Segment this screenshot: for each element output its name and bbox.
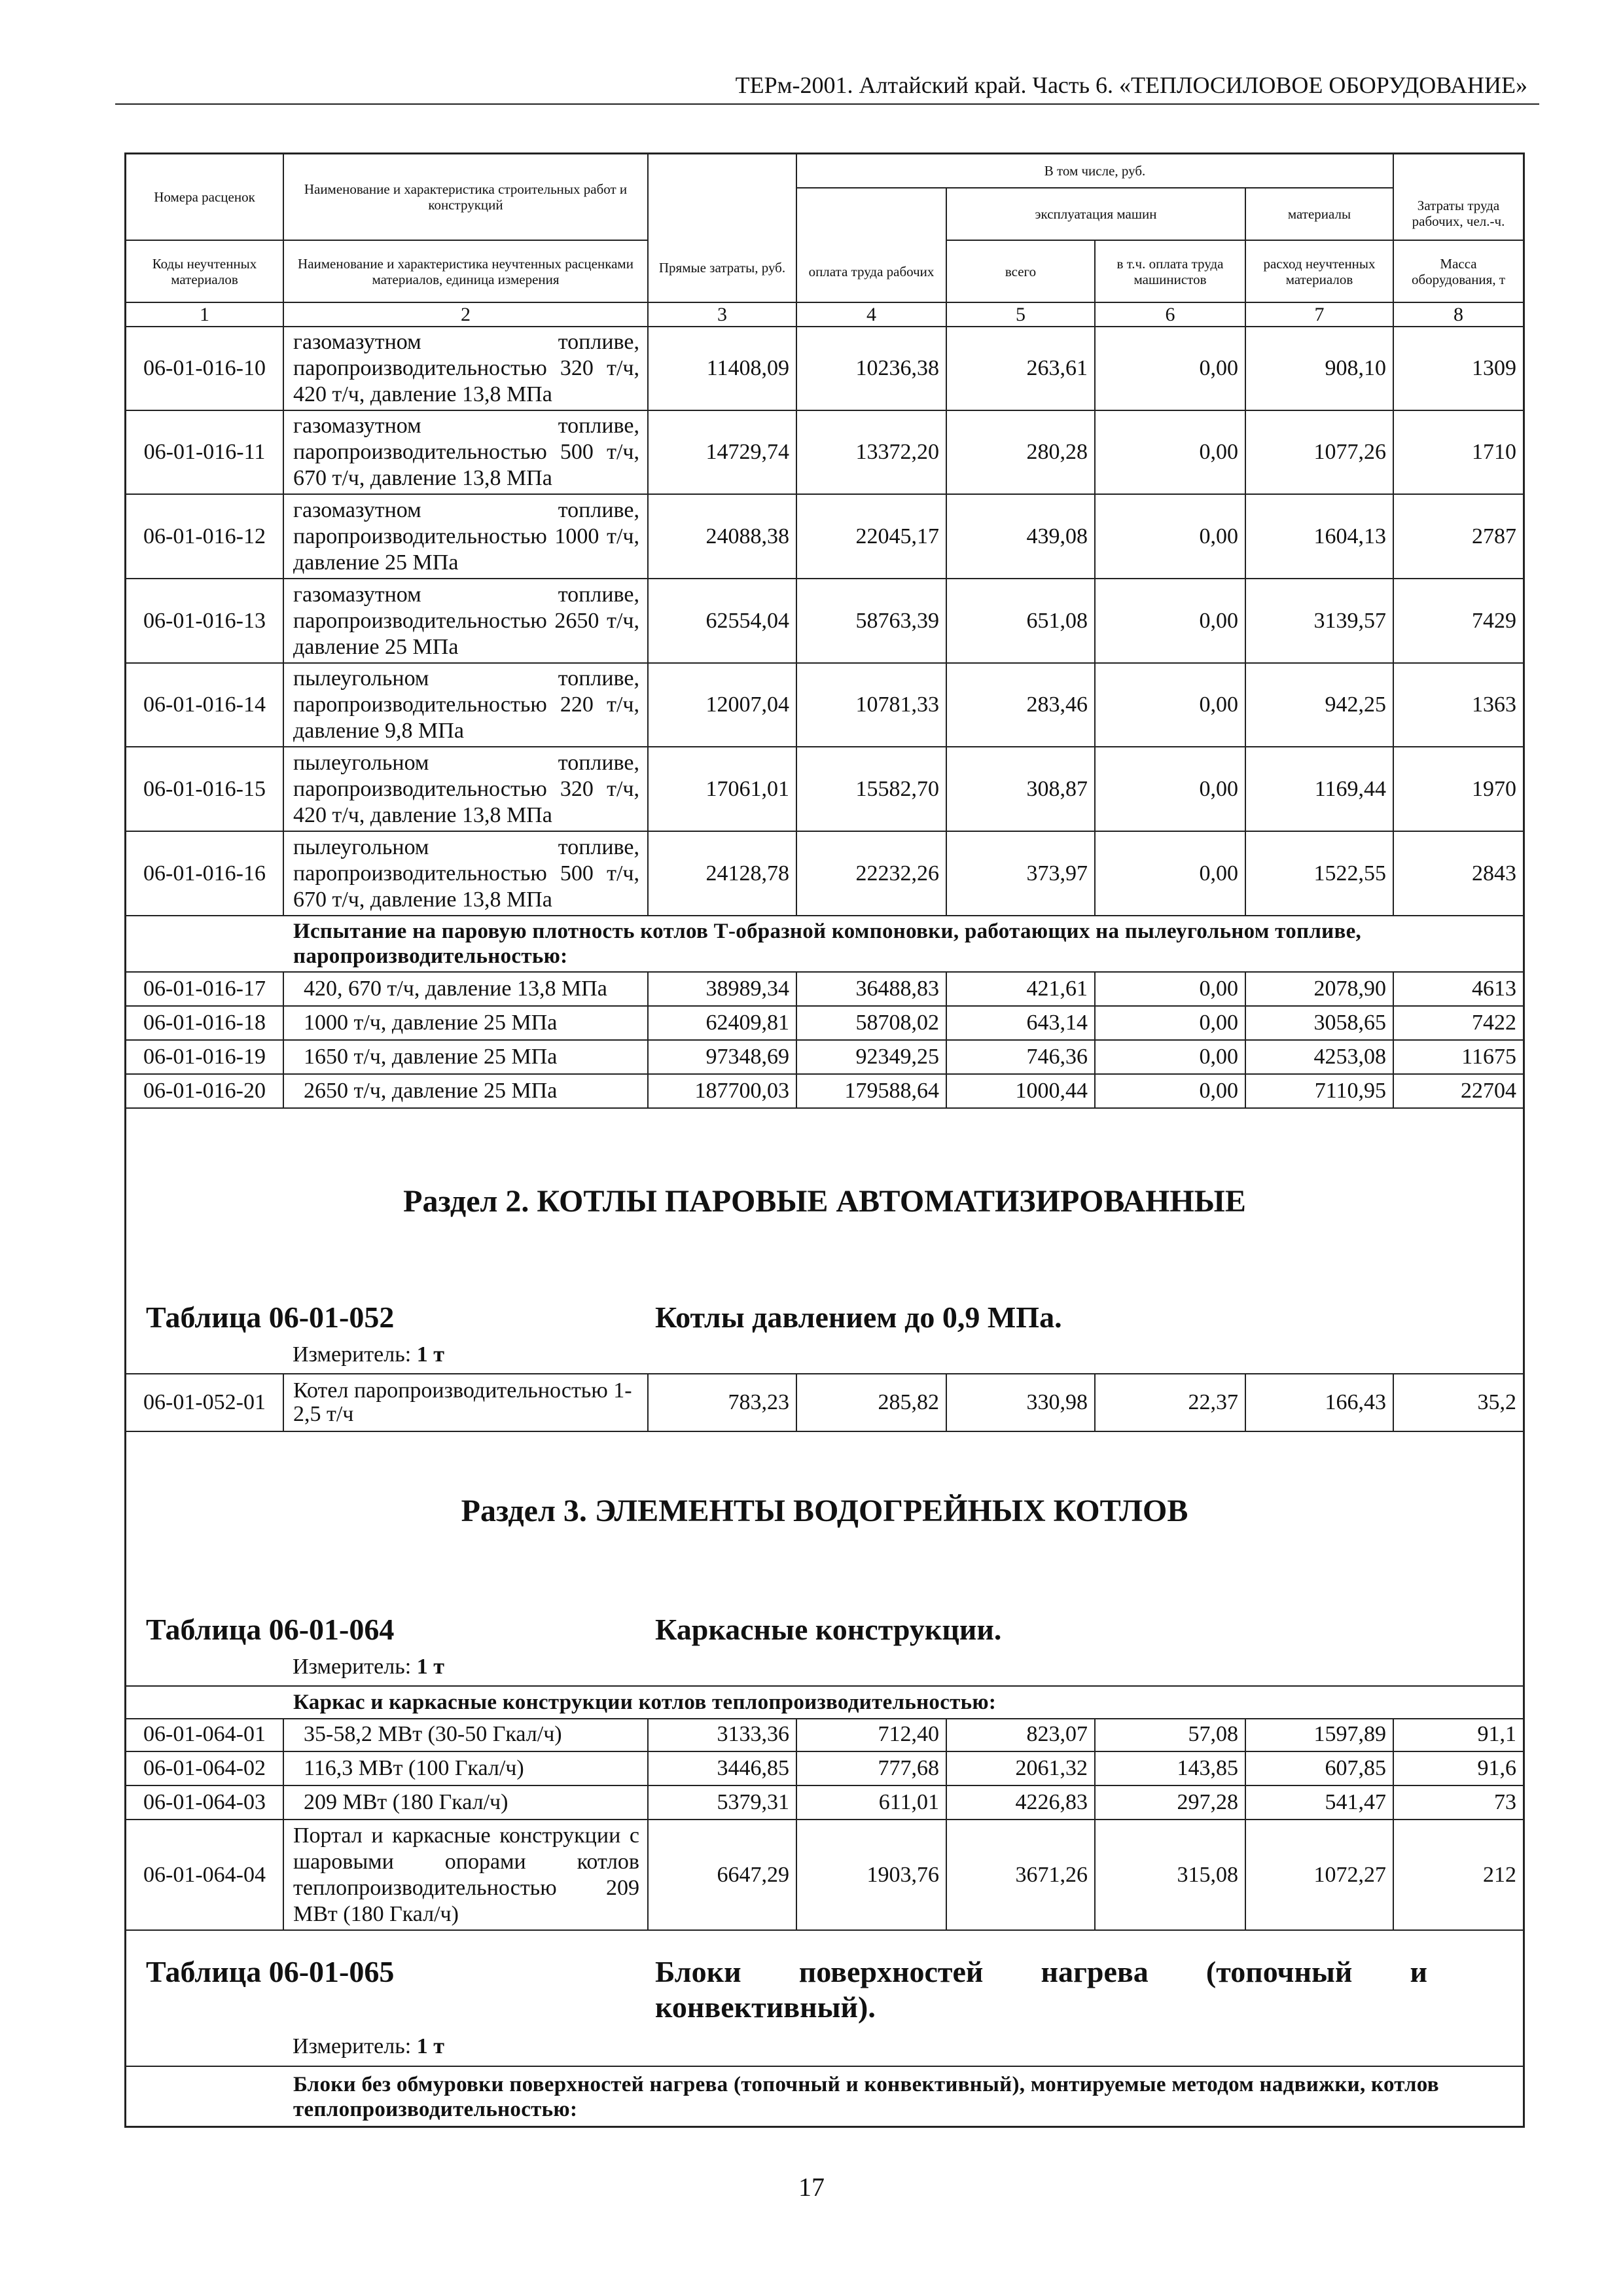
header-group-label: В том числе, руб. — [797, 154, 1394, 188]
row-labor-pay: 10781,33 — [797, 664, 947, 747]
page-number: 17 — [798, 2172, 825, 2202]
row-labor-hours: 73 — [1394, 1786, 1523, 1820]
row-machines-total: 651,08 — [947, 579, 1096, 664]
table-row — [126, 973, 1523, 1007]
row-labor-hours: 35,2 — [1394, 1374, 1523, 1432]
table-065-meter — [293, 2034, 444, 2059]
row-labor-pay: 1903,76 — [797, 1820, 947, 1931]
row-name — [284, 1820, 649, 1931]
index-cell: 7 — [1246, 303, 1394, 327]
table-row — [126, 832, 1523, 916]
row-labor-hours: 91,1 — [1394, 1718, 1523, 1752]
header-col2-bottom: Наименование и характеристика неучтенных расценками материалов, единица измерения — [284, 241, 649, 303]
row-materials: 1604,13 — [1246, 495, 1394, 579]
row-labor-pay: 36488,83 — [797, 973, 947, 1007]
row-labor-pay: 777,68 — [797, 1752, 947, 1786]
table-header — [126, 154, 1523, 303]
row-machinists-pay: 22,37 — [1096, 1374, 1246, 1432]
row-labor-pay: 58708,02 — [797, 1007, 947, 1041]
row-name: 420, 670 т/ч, давление 13,8 МПа — [284, 973, 649, 1007]
group-header-row — [126, 916, 1523, 973]
row-materials: 541,47 — [1246, 1786, 1394, 1820]
index-cell: 8 — [1394, 303, 1523, 327]
row-code: 06-01-064-01 — [126, 1718, 284, 1752]
table-row — [126, 1075, 1523, 1109]
row-materials: 1522,55 — [1246, 832, 1394, 916]
header-col2-top: Наименование и характеристика строительных работ и конструкций — [284, 154, 649, 241]
header-col4: оплата труда рабочих — [797, 188, 947, 303]
header-col1-bottom: Коды неучтенных материалов — [126, 241, 284, 303]
row-materials: 2078,90 — [1246, 973, 1394, 1007]
index-cell: 3 — [649, 303, 797, 327]
row-labor-pay: 92349,25 — [797, 1041, 947, 1075]
row-labor-hours: 91,6 — [1394, 1752, 1523, 1786]
header-col5: всего — [947, 241, 1096, 303]
row-labor-hours: 22704 — [1394, 1075, 1523, 1109]
row-direct-cost: 38989,34 — [649, 973, 797, 1007]
row-direct-cost: 24088,38 — [649, 495, 797, 579]
header-exploitation-label: эксплуатация машин — [947, 188, 1246, 241]
row-labor-pay: 179588,64 — [797, 1075, 947, 1109]
table-064-title: Каркасные конструкции. — [655, 1613, 1002, 1646]
row-machinists-pay: 0,00 — [1096, 832, 1246, 916]
row-code: 06-01-016-12 — [126, 495, 284, 579]
row-direct-cost: 14729,74 — [649, 411, 797, 495]
row-machines-total: 308,87 — [947, 747, 1096, 832]
group-header-text: Блоки без обмуровки поверхностей нагрева (топочный и конвективный), монтируемые методом надвижки, котлов теплопроизводительностью: — [293, 2073, 1439, 2121]
row-code: 06-01-016-10 — [126, 327, 284, 411]
row-code: 06-01-016-16 — [126, 832, 284, 916]
row-machines-total: 643,14 — [947, 1007, 1096, 1041]
row-name — [284, 747, 649, 832]
row-name — [284, 664, 649, 747]
row-labor-hours: 7429 — [1394, 579, 1523, 664]
row-code: 06-01-016-11 — [126, 411, 284, 495]
meter-label: Измеритель: — [293, 1655, 412, 1679]
header-col8-bottom: Масса оборудования, т — [1394, 241, 1523, 303]
row-labor-pay: 58763,39 — [797, 579, 947, 664]
row-direct-cost: 187700,03 — [649, 1075, 797, 1109]
row-materials: 7110,95 — [1246, 1075, 1394, 1109]
table-row — [126, 495, 1523, 579]
row-machinists-pay: 0,00 — [1096, 411, 1246, 495]
table-064-label: Таблица 06-01-064 — [146, 1613, 395, 1646]
row-machines-total: 283,46 — [947, 664, 1096, 747]
table-row — [126, 747, 1523, 832]
row-name — [284, 495, 649, 579]
row-name-text: пылеугольном топливе, паропроизводительностью 500 т/ч, 670 т/ч, давление 13,8 МПа — [293, 834, 639, 912]
row-name-text: газомазутном топливе, паропроизводительностью 1000 т/ч, давление 25 МПа — [293, 497, 639, 575]
row-direct-cost: 62554,04 — [649, 579, 797, 664]
row-labor-hours: 7422 — [1394, 1007, 1523, 1041]
row-direct-cost: 3133,36 — [649, 1718, 797, 1752]
row-machines-total: 330,98 — [947, 1374, 1096, 1432]
table-row — [126, 1041, 1523, 1075]
row-machinists-pay: 297,28 — [1096, 1786, 1246, 1820]
row-direct-cost: 12007,04 — [649, 664, 797, 747]
row-name — [284, 327, 649, 411]
row-machines-total: 746,36 — [947, 1041, 1096, 1075]
index-row — [126, 303, 1523, 327]
row-name: 209 МВт (180 Гкал/ч) — [284, 1786, 649, 1820]
row-labor-hours: 1710 — [1394, 411, 1523, 495]
meter-value: 1 т — [416, 1342, 444, 1367]
row-labor-hours: 1309 — [1394, 327, 1523, 411]
section-2-title: Раздел 2. КОТЛЫ ПАРОВЫЕ АВТОМАТИЗИРОВАННЫЕ — [403, 1184, 1246, 1219]
index-cell: 2 — [284, 303, 649, 327]
row-machines-total: 823,07 — [947, 1718, 1096, 1752]
row-machinists-pay: 315,08 — [1096, 1820, 1246, 1931]
header-rule — [115, 103, 1539, 105]
group-header-row — [126, 1685, 1523, 1719]
row-name: 116,3 МВт (100 Гкал/ч) — [284, 1752, 649, 1786]
row-code: 06-01-016-15 — [126, 747, 284, 832]
group-header-spacer — [126, 916, 284, 973]
row-materials: 4253,08 — [1246, 1041, 1394, 1075]
row-machines-total: 4226,83 — [947, 1786, 1096, 1820]
row-machines-total: 280,28 — [947, 411, 1096, 495]
table-row — [126, 1820, 1523, 1931]
row-machinists-pay: 0,00 — [1096, 1075, 1246, 1109]
table-row — [126, 1786, 1523, 1820]
row-name: Котел паропроизводительностью 1-2,5 т/ч — [284, 1374, 649, 1432]
row-labor-hours: 11675 — [1394, 1041, 1523, 1075]
running-header: ТЕРм-2001. Алтайский край. Часть 6. «ТЕПЛОСИЛОВОЕ ОБОРУДОВАНИЕ» — [735, 72, 1527, 98]
row-labor-hours: 2843 — [1394, 832, 1523, 916]
row-direct-cost: 783,23 — [649, 1374, 797, 1432]
row-labor-pay: 22045,17 — [797, 495, 947, 579]
row-materials: 1077,26 — [1246, 411, 1394, 495]
table-052-meter — [293, 1342, 444, 1367]
row-code: 06-01-016-14 — [126, 664, 284, 747]
row-name-text: пылеугольном топливе, паропроизводительностью 220 т/ч, давление 9,8 МПа — [293, 666, 639, 743]
row-direct-cost: 17061,01 — [649, 747, 797, 832]
row-machinists-pay: 0,00 — [1096, 664, 1246, 747]
row-labor-pay: 15582,70 — [797, 747, 947, 832]
table-065-title: Блоки поверхностей нагрева (топочный и конвективный). — [655, 1955, 1427, 2024]
row-labor-pay: 22232,26 — [797, 832, 947, 916]
table-row — [126, 1752, 1523, 1786]
row-machinists-pay: 0,00 — [1096, 747, 1246, 832]
row-labor-hours: 1363 — [1394, 664, 1523, 747]
row-name — [284, 832, 649, 916]
table-052-title: Котлы давлением до 0,9 МПа. — [655, 1300, 1062, 1334]
row-direct-cost: 11408,09 — [649, 327, 797, 411]
header-col7: расход неучтенных материалов — [1246, 241, 1394, 303]
meter-value: 1 т — [416, 2034, 444, 2058]
table-row — [126, 327, 1523, 411]
row-direct-cost: 3446,85 — [649, 1752, 797, 1786]
group-header-spacer — [126, 1687, 284, 1719]
row-name: 35-58,2 МВт (30-50 Гкал/ч) — [284, 1718, 649, 1752]
table-row — [126, 1718, 1523, 1752]
row-machines-total: 3671,26 — [947, 1820, 1096, 1931]
index-cell: 4 — [797, 303, 947, 327]
group-header-text: Каркас и каркасные конструкции котлов теплопроизводительностью: — [284, 1687, 1523, 1719]
row-materials: 607,85 — [1246, 1752, 1394, 1786]
row-machinists-pay: 0,00 — [1096, 495, 1246, 579]
header-col8-top: Затраты труда рабочих, чел.-ч. — [1394, 154, 1523, 241]
row-direct-cost: 5379,31 — [649, 1786, 797, 1820]
row-materials: 3139,57 — [1246, 579, 1394, 664]
row-labor-hours: 2787 — [1394, 495, 1523, 579]
row-name: 1000 т/ч, давление 25 МПа — [284, 1007, 649, 1041]
section-3-title: Раздел 3. ЭЛЕМЕНТЫ ВОДОГРЕЙНЫХ КОТЛОВ — [461, 1494, 1188, 1528]
group-header-text: Испытание на паровую плотность котлов Т-образной компоновки, работающих на пылеугольном топливе, паропроизводительностью: — [284, 916, 1523, 973]
row-labor-hours: 4613 — [1394, 973, 1523, 1007]
row-machinists-pay: 0,00 — [1096, 1041, 1246, 1075]
row-code: 06-01-064-04 — [126, 1820, 284, 1931]
row-name-text: газомазутном топливе, паропроизводительностью 500 т/ч, 670 т/ч, давление 13,8 МПа — [293, 414, 639, 490]
table-row — [126, 579, 1523, 664]
row-materials: 942,25 — [1246, 664, 1394, 747]
header-materials-label: материалы — [1246, 188, 1394, 241]
table-064-meter — [293, 1655, 444, 1679]
row-labor-pay: 712,40 — [797, 1718, 947, 1752]
index-cell: 6 — [1096, 303, 1246, 327]
row-materials: 1072,27 — [1246, 1820, 1394, 1931]
meter-label: Измеритель: — [293, 1342, 412, 1367]
group-header-row — [126, 2066, 1523, 2127]
row-materials: 908,10 — [1246, 327, 1394, 411]
row-labor-pay: 285,82 — [797, 1374, 947, 1432]
row-labor-hours: 1970 — [1394, 747, 1523, 832]
row-machines-total: 421,61 — [947, 973, 1096, 1007]
row-materials: 166,43 — [1246, 1374, 1394, 1432]
row-code: 06-01-052-01 — [126, 1374, 284, 1432]
row-name-text: Портал и каркасные конструкции с шаровыми опорами котлов теплопроизводительностью 209 МВт (180 Гкал/ч) — [293, 1823, 639, 1926]
row-machines-total: 439,08 — [947, 495, 1096, 579]
index-cell: 5 — [947, 303, 1096, 327]
row-name: 1650 т/ч, давление 25 МПа — [284, 1041, 649, 1075]
row-name — [284, 579, 649, 664]
table-row — [126, 411, 1523, 495]
row-machinists-pay: 0,00 — [1096, 1007, 1246, 1041]
row-materials: 1597,89 — [1246, 1718, 1394, 1752]
table-row — [126, 1007, 1523, 1041]
meter-label: Измеритель: — [293, 2034, 412, 2058]
index-cell: 1 — [126, 303, 284, 327]
table-row — [126, 664, 1523, 747]
row-code: 06-01-016-18 — [126, 1007, 284, 1041]
row-materials: 3058,65 — [1246, 1007, 1394, 1041]
table-row — [126, 1373, 1523, 1432]
row-code: 06-01-016-17 — [126, 973, 284, 1007]
row-code: 06-01-016-13 — [126, 579, 284, 664]
row-materials: 1169,44 — [1246, 747, 1394, 832]
price-table — [124, 152, 1525, 2128]
row-code: 06-01-016-20 — [126, 1075, 284, 1109]
row-labor-pay: 611,01 — [797, 1786, 947, 1820]
meter-value: 1 т — [416, 1655, 444, 1679]
row-labor-pay: 10236,38 — [797, 327, 947, 411]
row-code: 06-01-064-02 — [126, 1752, 284, 1786]
row-machinists-pay: 0,00 — [1096, 973, 1246, 1007]
row-machines-total: 263,61 — [947, 327, 1096, 411]
header-col1-top: Номера расценок — [126, 154, 284, 241]
row-machines-total: 1000,44 — [947, 1075, 1096, 1109]
header-col6: в т.ч. оплата труда машинистов — [1096, 241, 1246, 303]
row-direct-cost: 6647,29 — [649, 1820, 797, 1931]
row-labor-pay: 13372,20 — [797, 411, 947, 495]
row-name-text: газомазутном топливе, паропроизводительностью 2650 т/ч, давление 25 МПа — [293, 582, 639, 659]
row-direct-cost: 97348,69 — [649, 1041, 797, 1075]
header-col3: Прямые затраты, руб. — [649, 154, 797, 303]
row-labor-hours: 212 — [1394, 1820, 1523, 1931]
row-machinists-pay: 57,08 — [1096, 1718, 1246, 1752]
row-machinists-pay: 0,00 — [1096, 579, 1246, 664]
row-name — [284, 411, 649, 495]
row-code: 06-01-016-19 — [126, 1041, 284, 1075]
row-direct-cost: 24128,78 — [649, 832, 797, 916]
row-name-text: пылеугольном топливе, паропроизводительностью 320 т/ч, 420 т/ч, давление 13,8 МПа — [293, 750, 639, 827]
table-065-label: Таблица 06-01-065 — [146, 1955, 395, 1988]
row-code: 06-01-064-03 — [126, 1786, 284, 1820]
row-name-text: газомазутном топливе, паропроизводительностью 320 т/ч, 420 т/ч, давление 13,8 МПа — [293, 330, 639, 406]
row-name: 2650 т/ч, давление 25 МПа — [284, 1075, 649, 1109]
row-machinists-pay: 0,00 — [1096, 327, 1246, 411]
group-header-spacer — [126, 2067, 284, 2127]
row-direct-cost: 62409,81 — [649, 1007, 797, 1041]
row-machines-total: 2061,32 — [947, 1752, 1096, 1786]
table-052-label: Таблица 06-01-052 — [146, 1300, 395, 1334]
row-machines-total: 373,97 — [947, 832, 1096, 916]
row-machinists-pay: 143,85 — [1096, 1752, 1246, 1786]
